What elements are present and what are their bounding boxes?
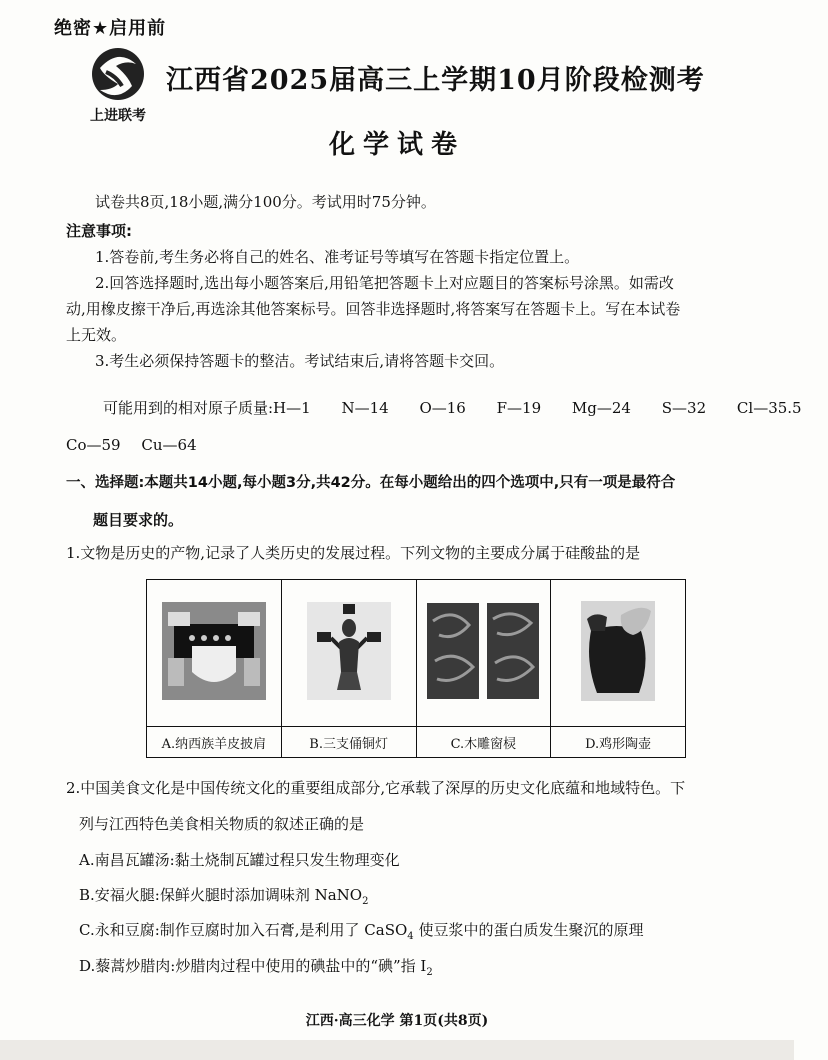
q1-image-table [146, 579, 686, 758]
note-1: 1.答卷前,考生务必将自己的姓名、准考证号等填写在答题卡指定位置上。 [95, 248, 580, 266]
q1-image-d [551, 580, 686, 727]
q2-option-b: B.安福火腿:保鲜火腿时添加调味剂 NaNO$_2$ [79, 886, 369, 907]
q2-option-a: A.南昌瓦罐汤:黏土烧制瓦罐过程只发生物理变化 [79, 851, 400, 869]
exam-title: 江西省2025届高三上学期10月阶段检测考 [166, 65, 705, 96]
section1-heading-cont: 题目要求的。 [93, 511, 184, 529]
subject-title: 化学试卷 [328, 130, 465, 160]
mass-item: Co—59 [66, 436, 121, 454]
pottery-pot-image [581, 601, 655, 701]
scan-bottom-edge [0, 1040, 794, 1060]
q1-image-c [416, 580, 551, 727]
q1-stem: 1.文物是历史的产物,记录了人类历史的发展过程。下列文物的主要成分属于硅酸盐的是 [66, 544, 641, 562]
mass-item: Cu—64 [141, 436, 197, 454]
notes-heading: 注意事项: [66, 222, 132, 240]
bronze-lamp-image [307, 602, 391, 700]
exam-logo [86, 46, 150, 126]
logo-text: 上进联考 [90, 108, 146, 124]
q1-option-c: C.木雕窗棂 [416, 727, 551, 758]
q1-option-d: D.鸡形陶壶 [551, 727, 686, 758]
mass-label: 可能用到的相对原子质量:H—1 [103, 399, 311, 417]
q2-stem-line2: 列与江西特色美食相关物质的叙述正确的是 [79, 815, 365, 833]
note-2-line1: 2.回答选择题时,选出每小题答案后,用铅笔把答题卡上对应题目的答案标号涂黑。如需改 [95, 274, 674, 292]
note-2-line3: 上无效。 [66, 326, 127, 344]
mass-item: F—19 [496, 399, 542, 417]
note-3: 3.考生必须保持答题卡的整洁。考试结束后,请将答题卡交回。 [95, 352, 505, 370]
intro-text: 试卷共8页,18小题,满分100分。考试用时75分钟。 [95, 193, 436, 211]
q1-image-a [147, 580, 282, 727]
page-footer: 江西·高三化学 第1页(共8页) [305, 1013, 489, 1029]
q2-option-c: C.永和豆腐:制作豆腐时加入石膏,是利用了 CaSO$_4$ 使豆浆中的蛋白质发生聚沉的原理 [79, 921, 644, 942]
q1-image-b [281, 580, 416, 727]
mass-item: O—16 [419, 399, 466, 417]
q1-option-b: B.三支俑铜灯 [281, 727, 416, 758]
note-2-line2: 动,用橡皮擦干净后,再选涂其他答案标号。回答非选择题时,将答案写在答题卡上。写在本试卷 [66, 300, 681, 318]
q2-option-d: D.藜蒿炒腊肉:炒腊肉过程中使用的碘盐中的“碘”指 $I_2$ [79, 957, 433, 978]
mass-item: Cl—35.5 [736, 399, 802, 417]
mass-item: Mg—24 [571, 399, 631, 417]
q1-option-a: A.纳西族羊皮披肩 [147, 727, 282, 758]
mass-item: S—32 [661, 399, 707, 417]
q2-stem-line1: 2.中国美食文化是中国传统文化的重要组成部分,它承载了深厚的历史文化底蕴和地域特色。下 [66, 779, 686, 797]
atomic-masses [103, 397, 828, 418]
atomic-masses-line2 [66, 436, 213, 454]
section1-heading: 一、选择题:本题共14小题,每小题3分,共42分。在每小题给出的四个选项中,只有一项是最符合 [66, 475, 676, 491]
confidential-label: 绝密★启用前 [54, 18, 167, 39]
mass-item: N—14 [341, 399, 389, 417]
shawl-image [162, 602, 266, 700]
carved-window-image [425, 601, 541, 701]
